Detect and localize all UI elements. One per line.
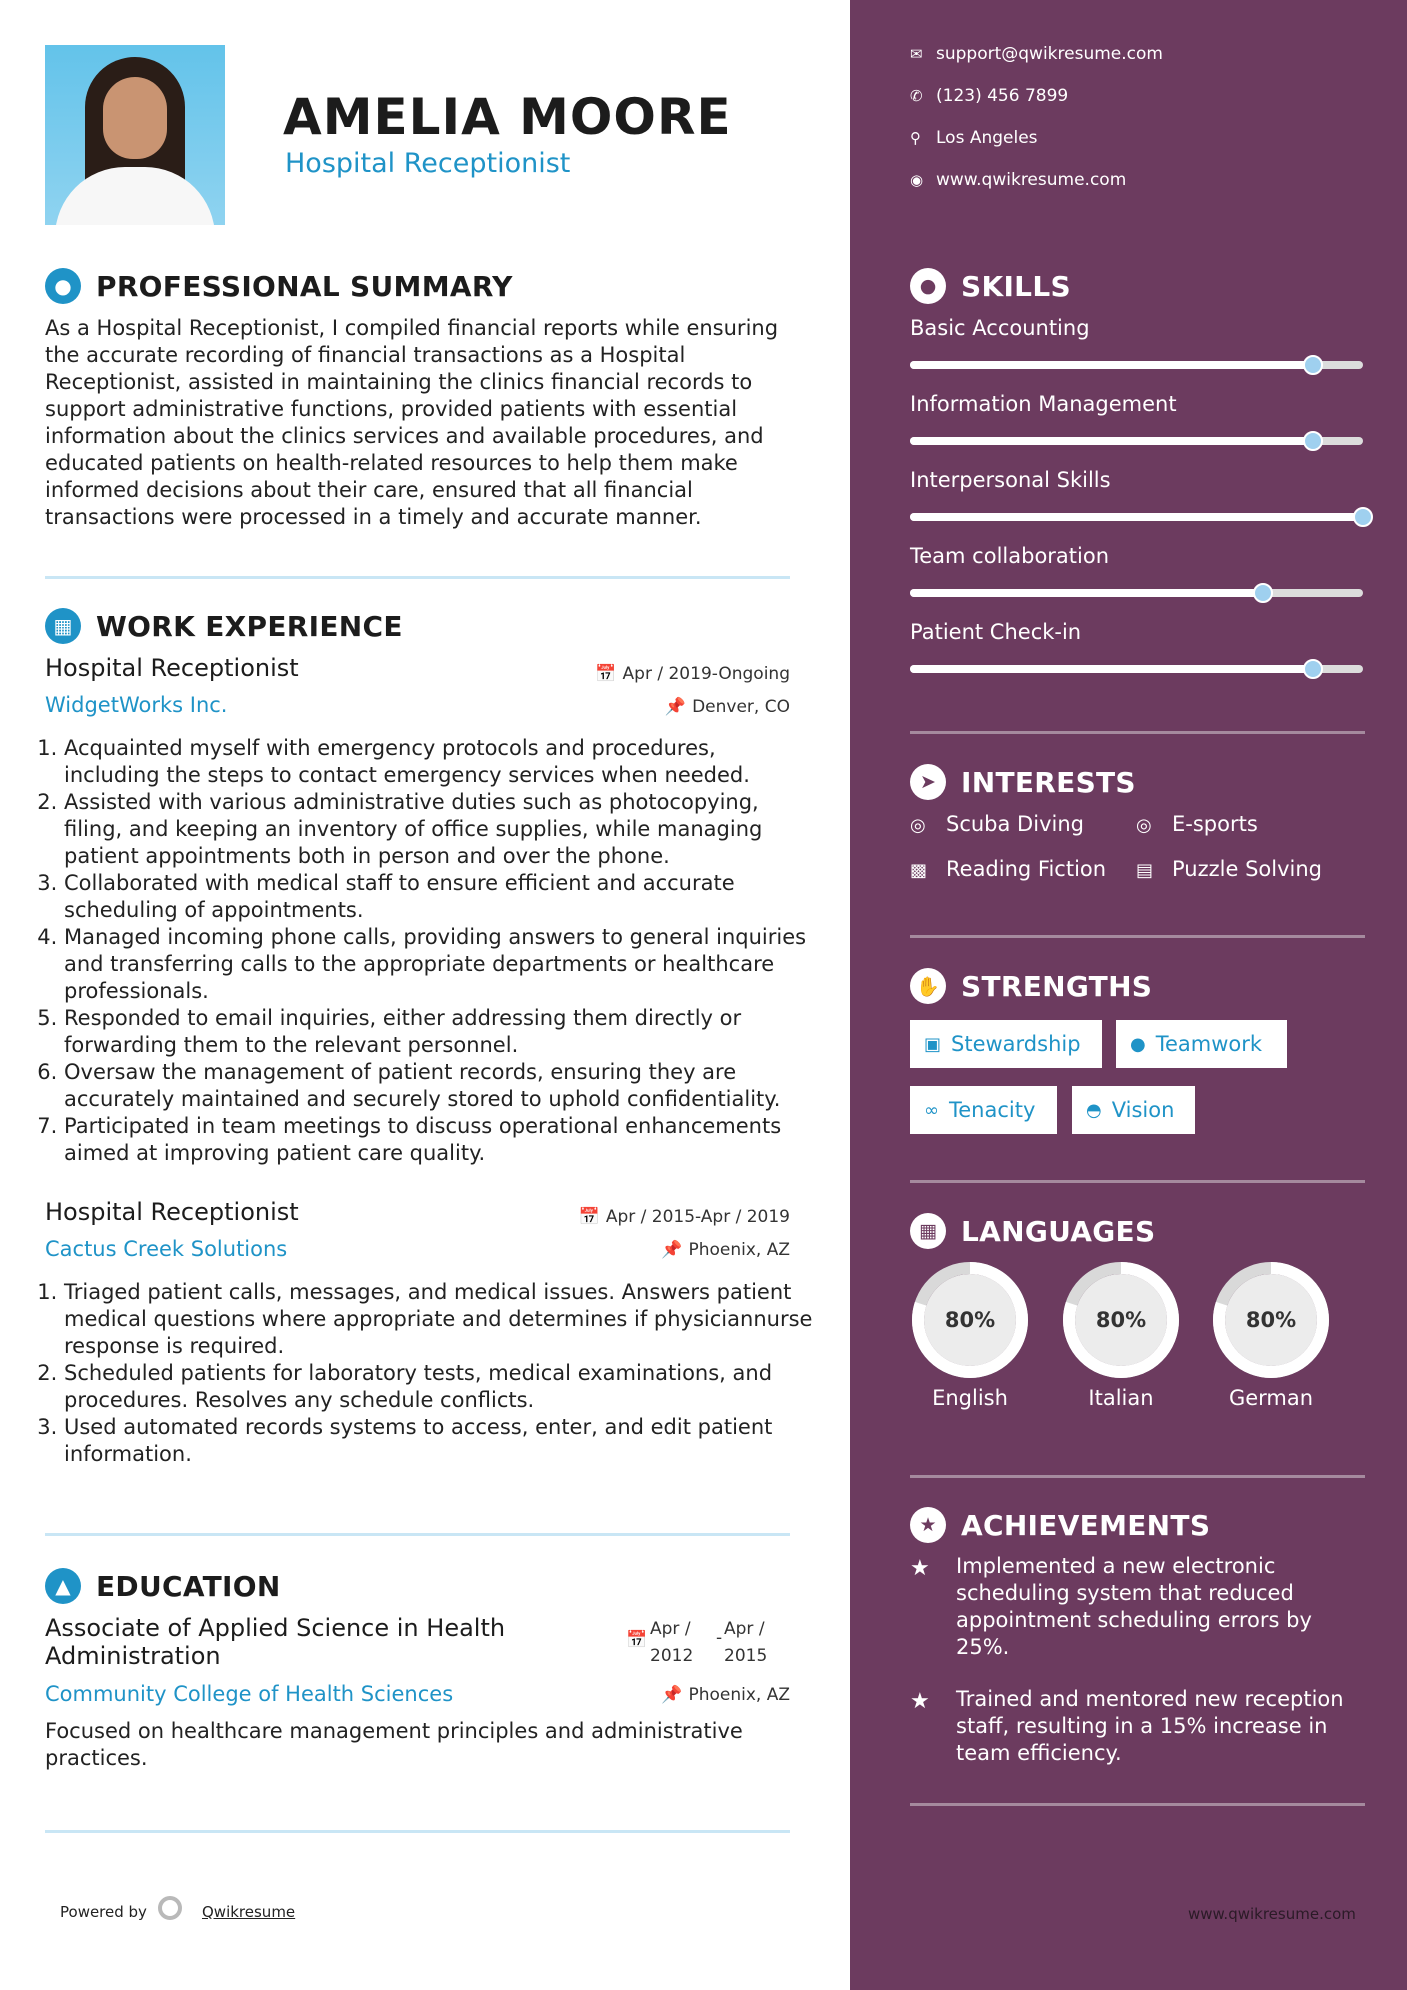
list-item: 3. Collaborated with medical staff to ensure efficient and accurate scheduling of appointments.	[64, 870, 814, 924]
language-ring	[1211, 1260, 1331, 1380]
chair-icon: ▦	[45, 608, 81, 644]
contact-location: ⚲ Los Angeles	[910, 128, 1038, 148]
date-separator: -	[716, 1628, 723, 1648]
calendar-icon: 📅	[595, 664, 617, 684]
skill-label: Information Management	[910, 392, 1177, 416]
skill-label: Patient Check-in	[910, 620, 1082, 644]
skill-bar	[910, 437, 1363, 445]
interest-item: ◎ Scuba Diving	[910, 812, 1084, 836]
strength-tag: ◓ Vision	[1072, 1086, 1195, 1134]
language-item	[910, 1260, 1030, 1410]
list-item: 1. Acquainted myself with emergency protocols and procedures, including the steps to contact emergency services when needed.	[64, 735, 814, 789]
contact-website[interactable]: ◉ www.qwikresume.com	[910, 170, 1127, 190]
users-icon: ●	[1130, 1033, 1146, 1055]
skill-bar	[910, 361, 1363, 369]
skill-bar-fill	[910, 513, 1363, 521]
interest-item: ◎ E-sports	[1136, 812, 1258, 836]
strength-tag: ∞ Tenacity	[910, 1086, 1057, 1134]
skill-bar	[910, 589, 1363, 597]
binoculars-icon: ◓	[1086, 1099, 1102, 1121]
gamepad-icon: ▩	[910, 860, 928, 881]
list-item: 6. Oversaw the management of patient records, ensuring they are accurately maintained and securely stored to uphold confidentiality.	[64, 1059, 814, 1113]
fist-icon: ✋	[910, 968, 946, 1004]
achievement-item: Implemented a new electronic scheduling system that reduced appointment scheduling errors by 25%.	[956, 1554, 1312, 1659]
language-name: German	[1228, 1386, 1314, 1410]
star-badge-icon: ★	[910, 1507, 946, 1543]
map-marker-icon: ⚲	[910, 129, 921, 147]
strength-tag: ● Teamwork	[1116, 1020, 1287, 1068]
interest-item: ▩ Reading Fiction	[910, 857, 1107, 881]
skill-bar-fill	[910, 589, 1263, 597]
contact-email[interactable]: ✉ support@qwikresume.com	[910, 44, 1163, 64]
list-item: 5. Responded to email inquiries, either addressing them directly or forwarding them to the relevant personnel.	[64, 1005, 814, 1059]
section-divider	[45, 1533, 790, 1536]
briefcase-icon: ▣	[924, 1033, 942, 1055]
list-item: 4. Managed incoming phone calls, providing answers to general inquiries and transferring calls to the appropriate departments or healthcare professionals.	[64, 924, 814, 1005]
skill-bar-fill	[910, 665, 1313, 673]
pin-icon: 📌	[661, 1685, 683, 1705]
job-title: Hospital Receptionist	[45, 1198, 299, 1226]
language-ring	[910, 1260, 1030, 1380]
degree-title: Associate of Applied Science in Health Administration	[45, 1614, 506, 1670]
skill-bar-fill	[910, 361, 1313, 369]
list-item: 1. Triaged patient calls, messages, and medical issues. Answers patient medical questions where appropriate and determines if physiciannurse response is required.	[64, 1279, 814, 1360]
section-divider	[910, 731, 1365, 734]
education-description: Focused on healthcare management principles and administrative practices.	[45, 1719, 743, 1770]
language-percent: 80%	[944, 1308, 996, 1332]
interest-item: ▤ Puzzle Solving	[1136, 857, 1322, 881]
school-name: Community College of Health Sciences	[45, 1682, 454, 1706]
list-item: 2. Scheduled patients for laboratory tests, medical examinations, and procedures. Resolves any schedule conflicts.	[64, 1360, 814, 1414]
section-divider	[910, 935, 1365, 938]
section-divider	[45, 1830, 790, 1833]
section-divider	[45, 576, 790, 579]
language-percent: 80%	[1245, 1308, 1297, 1332]
globe-icon: ◉	[910, 171, 924, 189]
contact-phone: ✆ (123) 456 7899	[910, 86, 1069, 106]
job-duties	[45, 1279, 814, 1468]
calendar-icon: 📅	[578, 1207, 600, 1227]
strengths-heading: STRENGTHS	[961, 970, 1153, 1003]
list-item: 7. Participated in team meetings to discuss operational enhancements aimed at improving patient care quality.	[64, 1113, 814, 1167]
job-location: 📌 Denver, CO	[664, 697, 790, 717]
summary-text: As a Hospital Receptionist, I compiled financial reports while ensuring the accurate recording of financial transactions as a Hospital Receptionist, assisted in maintaining the clinics financial records to support administrative functions, provided patients with essential information about the clinics services and available procedures, and educated patients on health-related resources to help them make informed decisions about their care, ensured that all financial transactions were processed in a timely and accurate manner.	[45, 316, 779, 529]
life-ring-icon: ◎	[910, 815, 926, 836]
language-ring	[1061, 1260, 1181, 1380]
skill-bar	[910, 665, 1363, 673]
job-duties	[45, 735, 814, 1167]
paper-plane-icon: ➤	[910, 764, 946, 800]
link-icon: ∞	[924, 1099, 939, 1121]
section-divider	[910, 1180, 1365, 1183]
pin-icon: 📌	[661, 1240, 683, 1260]
phone-icon: ✆	[910, 87, 923, 105]
section-divider	[910, 1475, 1365, 1478]
skill-bar-fill	[910, 437, 1313, 445]
language-name: Italian	[1088, 1386, 1154, 1410]
candidate-name: AMELIA MOORE	[283, 88, 732, 146]
education-start-date: Apr / 2012	[650, 1619, 694, 1666]
candidate-role: Hospital Receptionist	[285, 148, 571, 179]
strength-tag: ▣ Stewardship	[910, 1020, 1102, 1068]
life-ring-icon: ◎	[1136, 815, 1152, 836]
pin-icon: 📌	[664, 697, 687, 717]
brand-link[interactable]: Qwikresume	[202, 1903, 296, 1921]
languages-heading: LANGUAGES	[961, 1215, 1156, 1248]
language-icon: ▦	[910, 1213, 946, 1249]
star-icon: ★	[910, 1689, 930, 1714]
skill-level-knob	[1353, 507, 1373, 527]
experience-heading: WORK EXPERIENCE	[96, 610, 403, 643]
job-title: Hospital Receptionist	[45, 654, 299, 682]
graduation-cap-icon: ▲	[45, 1568, 81, 1604]
skill-label: Team collaboration	[910, 544, 1110, 568]
summary-heading: PROFESSIONAL SUMMARY	[96, 270, 513, 303]
user-icon: ●	[45, 268, 81, 304]
language-name: English	[932, 1386, 1008, 1410]
job-location: 📌 Phoenix, AZ	[661, 1240, 790, 1260]
calendar-icon: 📅	[626, 1630, 648, 1650]
job-date: 📅 Apr / 2019-Ongoing	[595, 664, 790, 684]
language-percent: 80%	[1095, 1308, 1147, 1332]
envelope-icon: ✉	[910, 45, 923, 63]
interests-heading: INTERESTS	[961, 766, 1136, 799]
education-heading: EDUCATION	[96, 1570, 281, 1603]
section-divider	[910, 1803, 1365, 1806]
list-item: 2. Assisted with various administrative duties such as photocopying, filing, and keeping an inventory of office supplies, while managing patient appointments both in person and over the phone.	[64, 789, 814, 870]
school-location: 📌 Phoenix, AZ	[661, 1685, 790, 1705]
job-company: Cactus Creek Solutions	[45, 1237, 288, 1261]
education-end-date: Apr / 2015	[724, 1619, 768, 1666]
achievements-heading: ACHIEVEMENTS	[961, 1509, 1211, 1542]
footer-url[interactable]: www.qwikresume.com	[1188, 1905, 1356, 1923]
skill-bar	[910, 513, 1363, 521]
lightbulb-icon: ●	[910, 268, 946, 304]
qwikresume-logo	[158, 1896, 182, 1920]
powered-by-label: Powered by	[60, 1903, 147, 1921]
skill-label: Basic Accounting	[910, 316, 1090, 340]
skill-label: Interpersonal Skills	[910, 468, 1111, 492]
achievement-item: Trained and mentored new reception staff, resulting in a 15% increase in team efficiency.	[956, 1687, 1344, 1765]
profile-photo	[45, 45, 225, 225]
job-date: 📅 Apr / 2015-Apr / 2019	[578, 1207, 790, 1227]
star-icon: ★	[910, 1556, 930, 1581]
list-item: 3. Used automated records systems to access, enter, and edit patient information.	[64, 1414, 814, 1468]
skills-heading: SKILLS	[961, 270, 1071, 303]
job-company: WidgetWorks Inc.	[45, 693, 228, 717]
book-icon: ▤	[1136, 860, 1154, 881]
language-item	[1211, 1260, 1331, 1410]
language-item	[1061, 1260, 1181, 1410]
